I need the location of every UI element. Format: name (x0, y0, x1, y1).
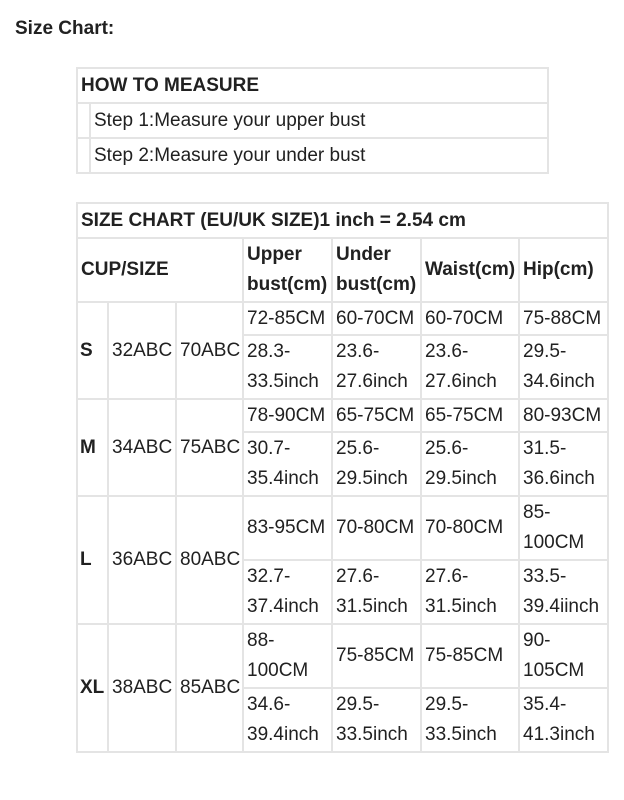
waist-inch: 23.6-27.6inch (421, 335, 519, 399)
header-upper-bust: Upper bust(cm) (243, 238, 332, 302)
hip-inch: 33.5-39.4iinch (519, 560, 608, 624)
table-row (77, 496, 608, 560)
how-to-measure-title: HOW TO MEASURE (77, 68, 548, 103)
waist-inch: 29.5-33.5inch (421, 688, 519, 752)
eu-size: 75ABC (176, 399, 243, 496)
us-size: 36ABC (108, 496, 176, 624)
under-bust-inch: 29.5-33.5inch (332, 688, 421, 752)
upper-bust-inch: 32.7-37.4inch (243, 560, 332, 624)
measure-step-2: Step 2:Measure your under bust (90, 138, 548, 173)
header-hip: Hip(cm) (519, 238, 608, 302)
us-size: 34ABC (108, 399, 176, 496)
page-title: Size Chart: (15, 18, 115, 39)
hip-inch: 35.4-41.3inch (519, 688, 608, 752)
waist-cm: 75-85CM (421, 624, 519, 688)
waist-cm: 60-70CM (421, 302, 519, 335)
size-code: M (77, 399, 108, 496)
waist-cm: 65-75CM (421, 399, 519, 432)
measure-step-row (77, 138, 548, 173)
size-chart-table (76, 202, 609, 753)
under-bust-inch: 27.6-31.5inch (332, 560, 421, 624)
hip-cm: 90-105CM (519, 624, 608, 688)
waist-inch: 27.6-31.5inch (421, 560, 519, 624)
hip-cm: 75-88CM (519, 302, 608, 335)
under-bust-cm: 60-70CM (332, 302, 421, 335)
table-row (77, 624, 608, 688)
hip-inch: 31.5-36.6inch (519, 432, 608, 496)
size-code: S (77, 302, 108, 399)
upper-bust-inch: 30.7-35.4inch (243, 432, 332, 496)
eu-size: 85ABC (176, 624, 243, 752)
under-bust-inch: 23.6-27.6inch (332, 335, 421, 399)
table-row (77, 399, 608, 432)
under-bust-inch: 25.6-29.5inch (332, 432, 421, 496)
how-to-measure-table (76, 67, 549, 174)
header-under-bust: Under bust(cm) (332, 238, 421, 302)
header-cup-size: CUP/SIZE (77, 238, 243, 302)
table-row (77, 302, 608, 335)
us-size: 32ABC (108, 302, 176, 399)
under-bust-cm: 65-75CM (332, 399, 421, 432)
size-code: XL (77, 624, 108, 752)
us-size: 38ABC (108, 624, 176, 752)
step-indent-cell (77, 138, 90, 173)
step-indent-cell (77, 103, 90, 138)
hip-inch: 29.5-34.6inch (519, 335, 608, 399)
upper-bust-cm: 78-90CM (243, 399, 332, 432)
upper-bust-inch: 28.3-33.5inch (243, 335, 332, 399)
eu-size: 80ABC (176, 496, 243, 624)
hip-cm: 80-93CM (519, 399, 608, 432)
size-chart-header-row (77, 238, 608, 302)
upper-bust-cm: 72-85CM (243, 302, 332, 335)
measure-step-row (77, 103, 548, 138)
upper-bust-cm: 83-95CM (243, 496, 332, 560)
eu-size: 70ABC (176, 302, 243, 399)
hip-cm: 85-100CM (519, 496, 608, 560)
waist-inch: 25.6-29.5inch (421, 432, 519, 496)
size-code: L (77, 496, 108, 624)
waist-cm: 70-80CM (421, 496, 519, 560)
measure-step-1: Step 1:Measure your upper bust (90, 103, 548, 138)
under-bust-cm: 70-80CM (332, 496, 421, 560)
upper-bust-inch: 34.6-39.4inch (243, 688, 332, 752)
size-chart-title: SIZE CHART (EU/UK SIZE)1 inch = 2.54 cm (77, 203, 608, 238)
header-waist: Waist(cm) (421, 238, 519, 302)
under-bust-cm: 75-85CM (332, 624, 421, 688)
upper-bust-cm: 88-100CM (243, 624, 332, 688)
